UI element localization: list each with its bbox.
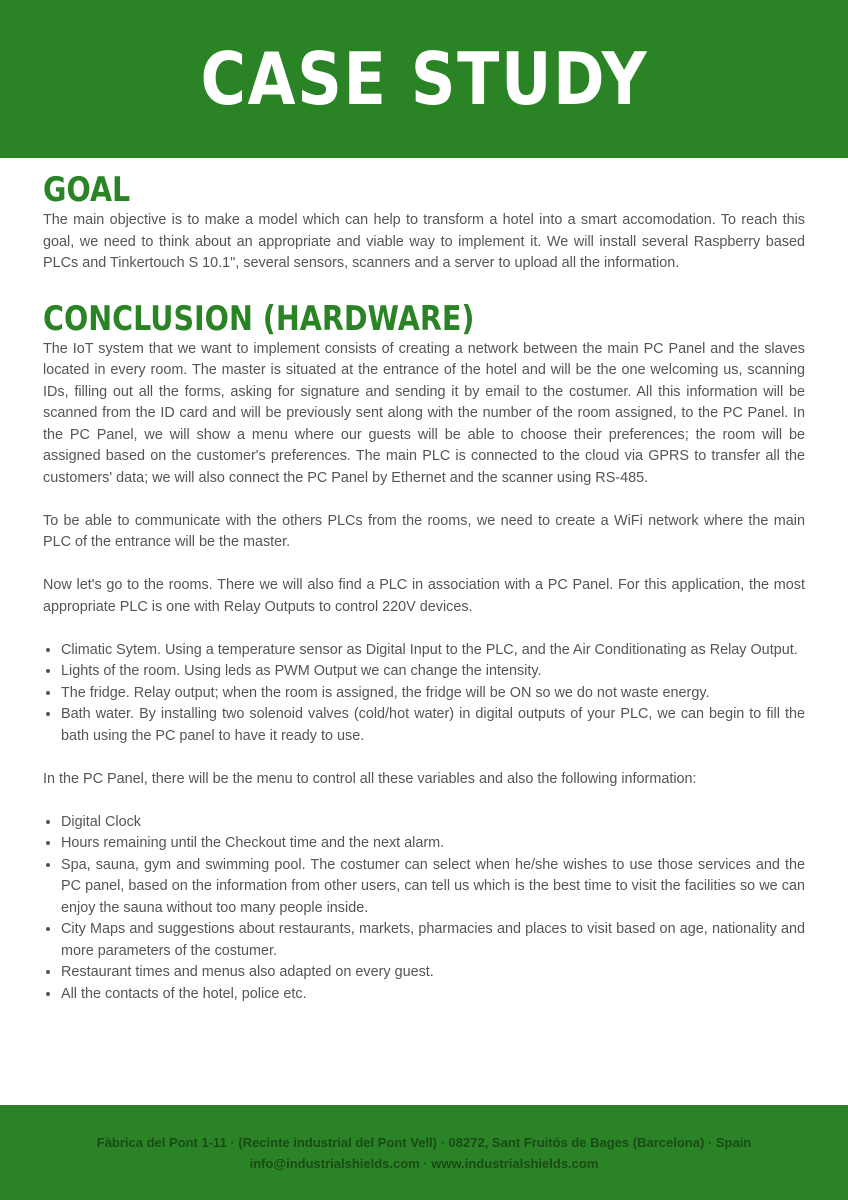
conclusion-paragraph: To be able to communicate with the others PLCs from the rooms, we need to create a WiFi network where the main PLC of the entrance will be the master. <box>43 512 805 550</box>
list-item: • Lights of the room. Using leds as PWM Output we can change the intensity. <box>61 661 805 683</box>
list-item: • Digital Clock <box>61 812 805 834</box>
main-content <box>43 170 805 1005</box>
panel-intro-paragraph: In the PC Panel, there will be the menu to control all these variables and also the following information: <box>43 770 697 787</box>
list-item: • All the contacts of the hotel, police etc. <box>61 984 805 1006</box>
list-item: • Hours remaining until the Checkout time and the next alarm. <box>61 833 805 855</box>
conclusion-heading: CONCLUSION (HARDWARE) <box>43 298 475 339</box>
header-banner <box>0 0 848 158</box>
footer-contact: info@industrialshields.com · www.industrialshields.com <box>249 1155 599 1171</box>
list-item: • Restaurant times and menus also adapted on every guest. <box>61 962 805 984</box>
page-title: CASE STUDY <box>200 37 648 121</box>
conclusion-paragraph: The IoT system that we want to implement consists of creating a network between the main PC Panel and the slaves located in every room. The master is situated at the entrance of the hotel and will be the one welcoming us, scanning IDs, filling out all the forms, asking for signature and sending it by email to the costumer. All this information will be scanned from the ID card and will be previously sent along with the number of the room assigned, to the PC Panel. In the PC Panel, we will show a menu where our guests will be able to choose their preferences; the room will be assigned based on the customer's preferences. The main PLC is connected to the cloud via GPRS to transfer all the customers' data; we will also connect the PC Panel by Ethernet and the scanner using RS-485. <box>43 340 805 486</box>
list-item: • City Maps and suggestions about restaurants, markets, pharmacies and places to visit based on age, nationality and more parameters of the costumer. <box>61 919 805 962</box>
conclusion-paragraph: Now let's go to the rooms. There we will also find a PLC in association with a PC Panel. For this application, the most appropriate PLC is one with Relay Outputs to control 220V devices. <box>43 577 805 615</box>
room-features-list <box>43 640 805 748</box>
panel-info-list <box>43 812 805 1006</box>
list-item: • The fridge. Relay output; when the room is assigned, the fridge will be ON so we do not waste energy. <box>61 683 805 705</box>
list-item: • Spa, sauna, gym and swimming pool. The costumer can select when he/she wishes to use those services and the PC panel, based on the information from other users, can tell us which is the best time to visit the facilities so we can enjoy the sauna without too many people inside. <box>61 855 805 920</box>
footer-banner <box>0 1105 848 1200</box>
footer-address: Fàbrica del Pont 1-11 · (Recinte industrial del Pont Vell) · 08272, Sant Fruitós de Bages (Barcelona) · Spain <box>96 1134 752 1150</box>
goal-paragraph: The main objective is to make a model which can help to transform a hotel into a smart accomodation. To reach this goal, we need to think about an appropriate and viable way to implement it. We will install several Raspberry based PLCs and Tinkertouch S 10.1", several sensors, scanners and a server to upload all the information. <box>43 212 805 271</box>
list-item: • Bath water. By installing two solenoid valves (cold/hot water) in digital outputs of your PLC, we can begin to fill the bath using the PC panel to have it ready to use. <box>61 704 805 747</box>
goal-heading: GOAL <box>43 170 131 210</box>
list-item: • Climatic Sytem. Using a temperature sensor as Digital Input to the PLC, and the Air Conditionating as Relay Output. <box>61 640 805 662</box>
